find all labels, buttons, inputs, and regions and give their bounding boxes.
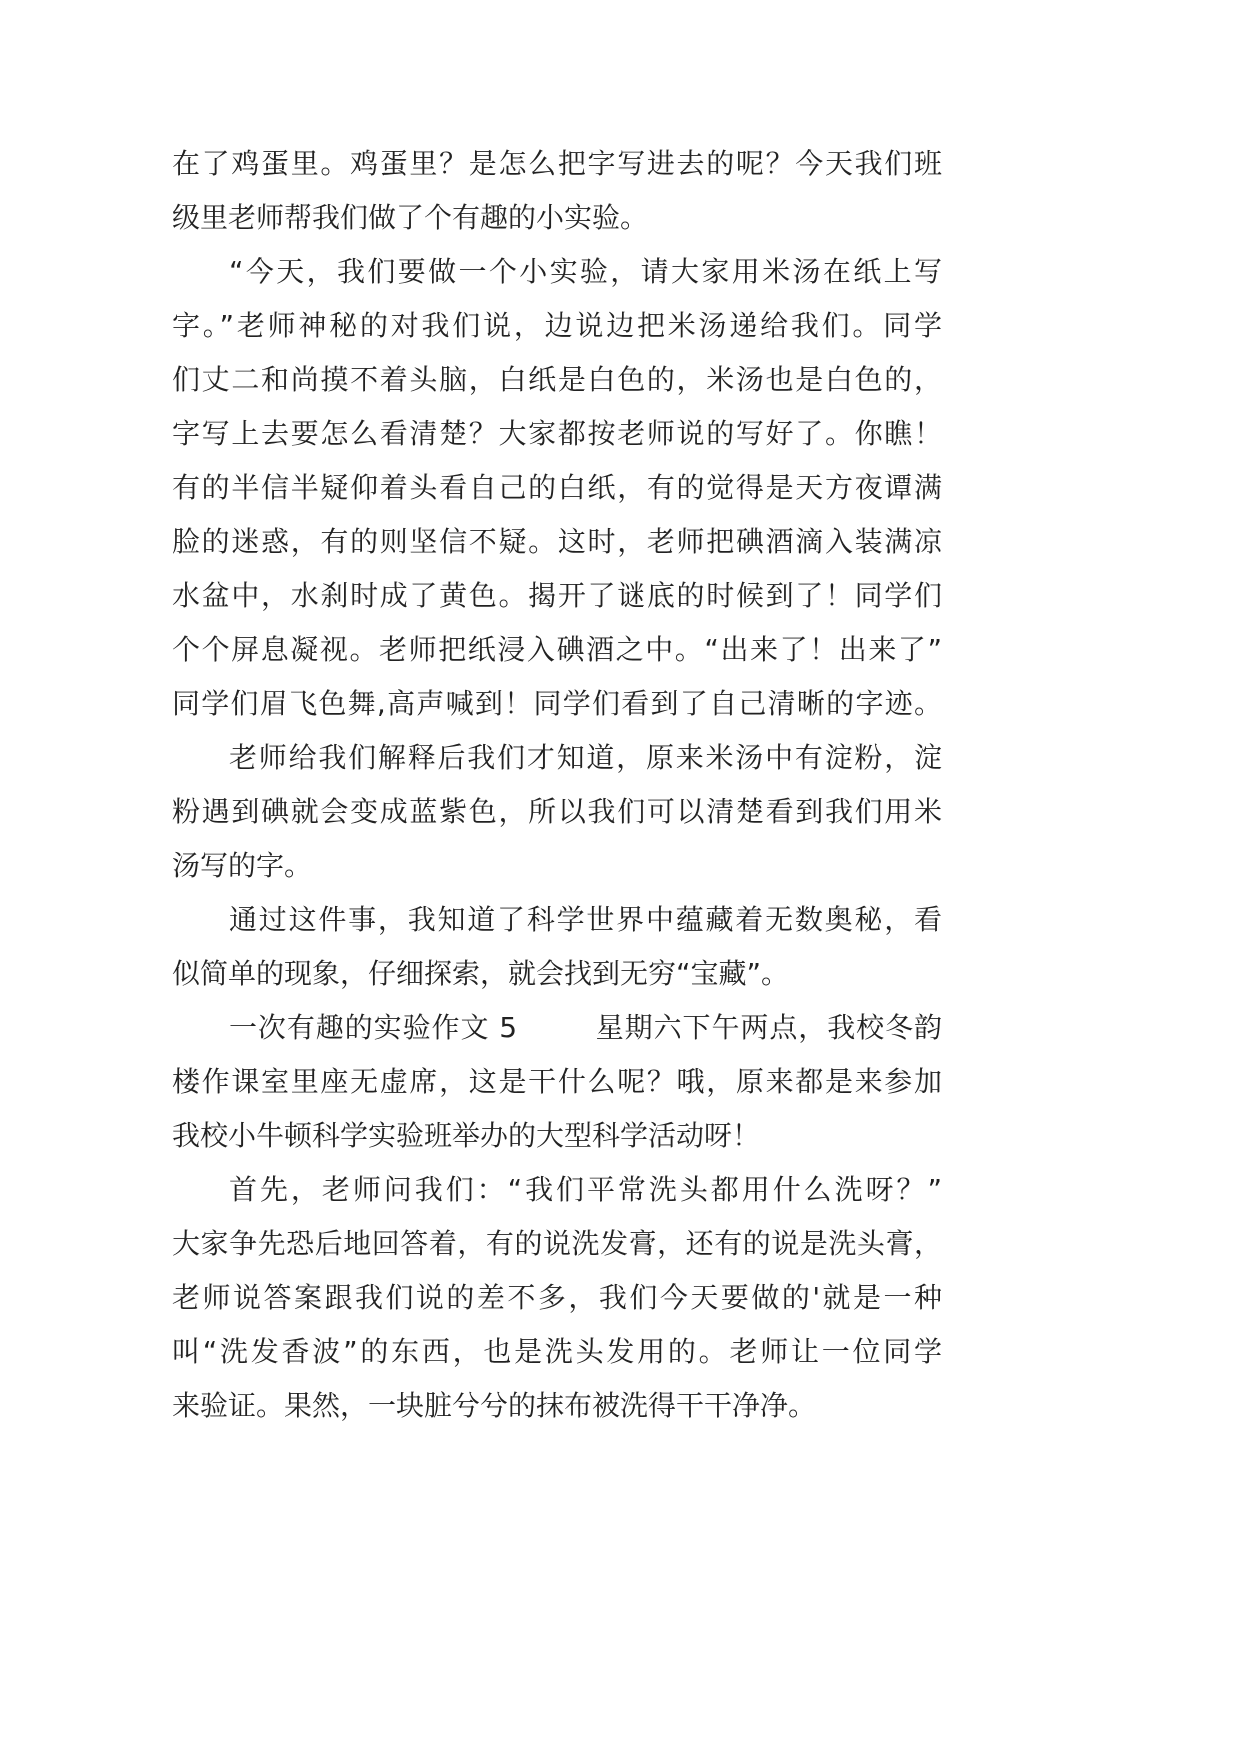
text-line: 大家争先恐后地回答着，有的说洗发膏，还有的说是洗头膏，: [172, 1227, 942, 1260]
paragraph: [172, 137, 942, 245]
text-line: 似简单的现象，仔细探索，就会找到无穷“宝藏”。: [172, 957, 790, 990]
text-line: 汤写的字。: [172, 849, 313, 882]
text-line: 粉遇到碘就会变成蓝紫色，所以我们可以清楚看到我们用米: [172, 795, 942, 828]
text-line: 们丈二和尚摸不着头脑，白纸是白色的，米汤也是白色的，: [172, 363, 942, 396]
text-line: 有的半信半疑仰着头看自己的白纸，有的觉得是天方夜谭满: [172, 471, 942, 504]
text-line: 楼作课室里座无虚席，这是干什么呢？哦，原来都是来参加: [172, 1065, 942, 1098]
text-line: 首先，老师问我们：“我们平常洗头都用什么洗呀？”: [229, 1173, 942, 1206]
text-line: 字。”老师神秘的对我们说，边说边把米汤递给我们。同学: [172, 309, 942, 342]
text-line: 在了鸡蛋里。鸡蛋里？是怎么把字写进去的呢？今天我们班: [172, 147, 942, 180]
text-line: 通过这件事，我知道了科学世界中蕴藏着无数奥秘，看: [229, 903, 942, 936]
text-line: 我校小牛顿科学实验班举办的大型科学活动呀！: [172, 1119, 761, 1152]
text-line: 脸的迷惑，有的则坚信不疑。这时，老师把碘酒滴入装满凉: [172, 525, 942, 558]
text-line: 老师说答案跟我们说的差不多，我们今天要做的'就是一种: [172, 1281, 942, 1314]
text-line: 同学们眉飞色舞,高声喊到！同学们看到了自己清晰的字迹。: [172, 687, 942, 720]
text-line: 老师给我们解释后我们才知道，原来米汤中有淀粉，淀: [229, 741, 942, 774]
text-line: 水盆中，水刹时成了黄色。揭开了谜底的时候到了！同学们: [172, 579, 942, 612]
paragraph: [172, 1163, 942, 1433]
text-line: 叫“洗发香波”的东西，也是洗头发用的。老师让一位同学: [172, 1335, 942, 1368]
paragraph: [172, 731, 942, 893]
text-line: 一次有趣的实验作文 5 星期六下午两点，我校冬韵: [229, 1011, 942, 1044]
text-line: 个个屏息凝视。老师把纸浸入碘酒之中。“出来了！出来了”: [172, 633, 942, 666]
paragraph: [172, 893, 942, 1001]
text-line: 字写上去要怎么看清楚？大家都按老师说的写好了。你瞧！: [172, 417, 942, 450]
paragraph: [172, 245, 942, 731]
paragraph: [172, 1001, 942, 1163]
document-body: [172, 137, 942, 1433]
text-line: 级里老师帮我们做了个有趣的小实验。: [172, 201, 649, 234]
text-line: 来验证。果然，一块脏兮兮的抹布被洗得干干净净。: [172, 1389, 817, 1422]
text-line: “今天，我们要做一个小实验，请大家用米汤在纸上写: [229, 255, 942, 288]
